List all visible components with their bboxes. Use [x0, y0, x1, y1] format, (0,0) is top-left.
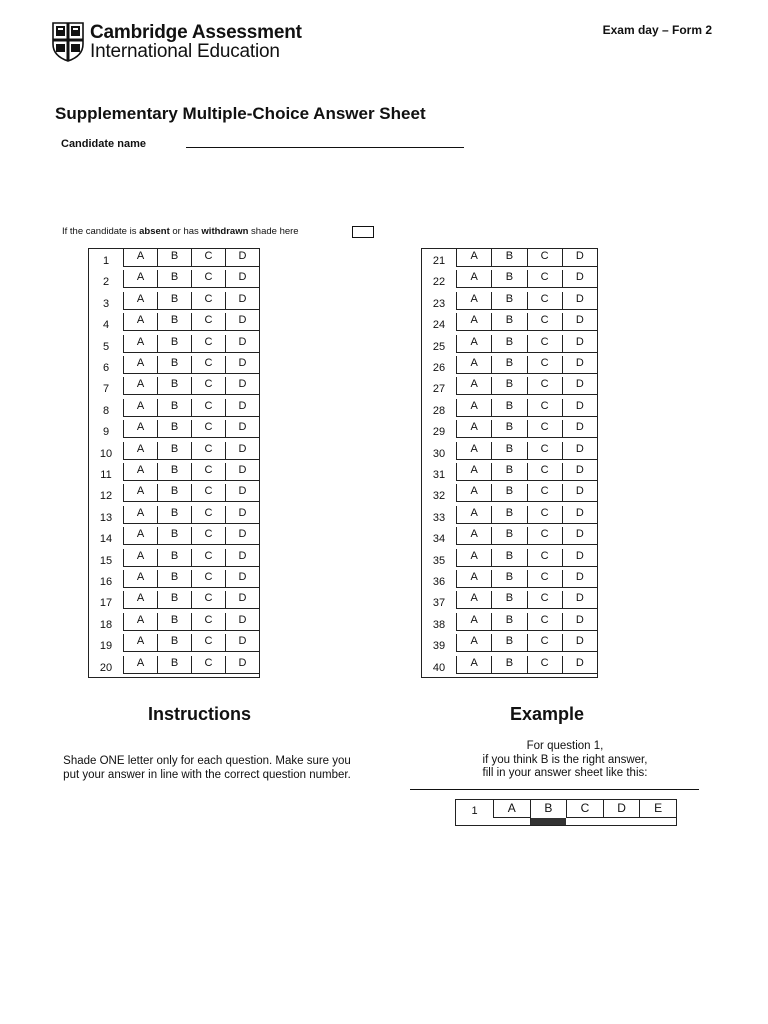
question-number: 16	[99, 576, 113, 588]
answer-option-b[interactable]: B	[157, 549, 191, 567]
answer-option-b[interactable]: B	[491, 634, 526, 652]
question-number: 26	[432, 362, 446, 374]
answer-option-c[interactable]: C	[527, 570, 562, 588]
example-text	[420, 740, 710, 781]
question-number: 20	[99, 661, 113, 674]
question-number: 22	[432, 276, 446, 289]
absent-word: absent	[139, 226, 170, 237]
answer-option-a[interactable]: A	[123, 335, 157, 353]
answer-option-c[interactable]: C	[191, 313, 225, 331]
answer-option-a[interactable]: A	[123, 420, 157, 438]
answer-option-d[interactable]: D	[562, 399, 597, 417]
answer-option-c[interactable]: C	[527, 249, 562, 267]
example-option-d: D	[603, 800, 640, 818]
question-row	[89, 570, 259, 591]
answer-option-d[interactable]: D	[562, 656, 597, 674]
answer-option-a[interactable]: A	[123, 249, 157, 267]
answer-option-a[interactable]: A	[456, 270, 491, 288]
answer-option-a[interactable]: A	[456, 634, 491, 652]
answer-option-c[interactable]: C	[191, 634, 225, 652]
question-number: 28	[432, 404, 446, 417]
answer-option-a[interactable]: A	[123, 656, 157, 674]
answer-option-c[interactable]: C	[191, 613, 225, 631]
question-row	[422, 549, 597, 570]
answer-option-a[interactable]: A	[123, 527, 157, 545]
question-number: 6	[102, 362, 110, 374]
answer-option-b[interactable]: B	[157, 356, 191, 374]
answer-option-c[interactable]: C	[191, 527, 225, 545]
answer-option-b[interactable]: B	[157, 335, 191, 353]
answer-option-a[interactable]: A	[456, 484, 491, 502]
answer-option-b[interactable]: B	[491, 420, 526, 438]
question-number: 37	[432, 597, 446, 610]
answer-option-a[interactable]: A	[456, 399, 491, 417]
answer-option-c[interactable]: C	[527, 442, 562, 460]
question-row	[89, 442, 259, 463]
question-number: 7	[102, 383, 110, 396]
example-answer-row	[455, 799, 677, 826]
example-text-line3: fill in your answer sheet like this:	[482, 767, 648, 779]
example-title: Example	[510, 704, 585, 724]
answer-option-a[interactable]: A	[123, 442, 157, 460]
answer-option-b[interactable]: B	[157, 399, 191, 417]
question-number: 40	[432, 661, 446, 674]
answer-option-b[interactable]: B	[157, 613, 191, 631]
question-number: 27	[432, 383, 446, 396]
question-row	[89, 313, 259, 334]
answer-option-d[interactable]: D	[225, 463, 259, 481]
question-row	[422, 506, 597, 527]
answer-option-a[interactable]: A	[123, 463, 157, 481]
answer-option-d[interactable]: D	[225, 656, 259, 674]
answer-option-b[interactable]: B	[157, 484, 191, 502]
answer-option-b[interactable]: B	[491, 463, 526, 481]
answer-option-a[interactable]: A	[123, 484, 157, 502]
cambridge-logo	[52, 22, 302, 64]
answer-option-c[interactable]: C	[191, 249, 225, 267]
answer-option-a[interactable]: A	[456, 356, 491, 374]
answer-grid-left	[88, 248, 260, 678]
answer-option-d[interactable]: D	[562, 356, 597, 374]
answer-option-d[interactable]: D	[562, 420, 597, 438]
absent-shade-box[interactable]	[352, 226, 374, 238]
answer-option-d[interactable]: D	[225, 270, 259, 288]
answer-option-c[interactable]: C	[527, 399, 562, 417]
question-number: 4	[102, 319, 110, 332]
answer-option-c[interactable]: C	[527, 506, 562, 524]
answer-option-d[interactable]: D	[562, 613, 597, 631]
answer-option-d[interactable]: D	[562, 506, 597, 524]
answer-option-c[interactable]: C	[527, 270, 562, 288]
answer-option-c[interactable]: C	[527, 356, 562, 374]
question-number: 24	[432, 319, 446, 332]
answer-option-c[interactable]: C	[527, 292, 562, 310]
question-row	[422, 335, 597, 356]
answer-option-a[interactable]: A	[456, 549, 491, 567]
question-number: 2	[102, 276, 110, 289]
question-row	[422, 249, 597, 270]
answer-option-b[interactable]: B	[157, 570, 191, 588]
question-row	[89, 506, 259, 527]
answer-option-d[interactable]: D	[562, 591, 597, 609]
question-number: 13	[99, 511, 113, 524]
answer-option-a[interactable]: A	[456, 442, 491, 460]
answer-option-b[interactable]: B	[157, 463, 191, 481]
question-number: 33	[432, 511, 446, 524]
answer-option-d[interactable]: D	[562, 570, 597, 588]
question-row	[89, 634, 259, 655]
answer-option-b[interactable]: B	[491, 249, 526, 267]
question-row	[89, 377, 259, 398]
question-number: 39	[432, 640, 446, 653]
answer-option-d[interactable]: D	[225, 591, 259, 609]
answer-option-b[interactable]: B	[157, 270, 191, 288]
question-number: 29	[432, 426, 446, 439]
question-row	[89, 613, 259, 634]
answer-option-d[interactable]: D	[562, 442, 597, 460]
answer-option-c[interactable]: C	[527, 527, 562, 545]
answer-option-c[interactable]: C	[191, 570, 225, 588]
question-number: 31	[432, 469, 446, 481]
question-number: 34	[432, 533, 446, 546]
question-row	[422, 442, 597, 463]
example-text-line2: if you think B is the right answer,	[482, 753, 648, 766]
answer-option-a[interactable]: A	[456, 377, 491, 395]
logo-text-line1: Cambridge Assessment	[90, 22, 302, 43]
answer-option-a[interactable]: A	[456, 463, 491, 481]
answer-option-b[interactable]: B	[491, 335, 526, 353]
answer-option-c[interactable]: C	[527, 613, 562, 631]
question-number: 3	[102, 297, 110, 310]
example-option-e: E	[639, 800, 676, 818]
answer-option-b[interactable]: B	[157, 292, 191, 310]
question-row	[422, 356, 597, 377]
question-row	[422, 463, 597, 484]
question-row	[89, 463, 259, 484]
answer-option-b[interactable]: B	[491, 313, 526, 331]
exam-day-label: Exam day – Form 2	[602, 23, 712, 37]
absent-prefix: If the candidate is	[62, 226, 140, 237]
answer-option-d[interactable]: D	[225, 249, 259, 267]
answer-option-a[interactable]: A	[123, 570, 157, 588]
question-number: 35	[432, 554, 446, 567]
answer-option-c[interactable]: C	[191, 484, 225, 502]
question-row	[89, 356, 259, 377]
answer-grid-right	[421, 248, 598, 678]
question-row	[89, 292, 259, 313]
question-row	[89, 527, 259, 548]
cambridge-shield-icon	[52, 22, 84, 62]
logo-text-line2: International Education	[90, 41, 280, 62]
answer-option-a[interactable]: A	[123, 270, 157, 288]
answer-option-a[interactable]: A	[123, 613, 157, 631]
answer-option-b[interactable]: B	[157, 656, 191, 674]
question-row	[89, 399, 259, 420]
question-number: 1	[102, 255, 110, 267]
answer-option-c[interactable]: C	[191, 399, 225, 417]
question-number: 17	[99, 597, 113, 610]
question-row	[422, 270, 597, 291]
answer-option-d[interactable]: D	[225, 442, 259, 460]
answer-option-a[interactable]: A	[123, 399, 157, 417]
answer-option-d[interactable]: D	[562, 335, 597, 353]
answer-option-a[interactable]: A	[456, 335, 491, 353]
question-row	[422, 420, 597, 441]
question-number: 21	[432, 255, 446, 267]
answer-option-d[interactable]: D	[225, 549, 259, 567]
question-row	[422, 591, 597, 612]
answer-option-b[interactable]: B	[491, 527, 526, 545]
answer-option-d[interactable]: D	[225, 634, 259, 652]
answer-option-a[interactable]: A	[456, 292, 491, 310]
answer-option-d[interactable]: D	[225, 313, 259, 331]
answer-option-a[interactable]: A	[456, 570, 491, 588]
answer-option-a[interactable]: A	[123, 292, 157, 310]
answer-option-c[interactable]: C	[191, 506, 225, 524]
answer-option-c[interactable]: C	[191, 463, 225, 481]
answer-option-c[interactable]: C	[191, 292, 225, 310]
question-number: 8	[102, 404, 110, 417]
answer-option-c[interactable]: C	[191, 591, 225, 609]
answer-option-c[interactable]: C	[191, 356, 225, 374]
answer-option-b[interactable]: B	[491, 549, 526, 567]
answer-option-b[interactable]: B	[157, 249, 191, 267]
answer-option-d[interactable]: D	[562, 634, 597, 652]
example-question-number: 1	[471, 805, 478, 817]
answer-option-b[interactable]: B	[157, 442, 191, 460]
question-number: 23	[432, 297, 446, 310]
example-option-b: B	[530, 800, 567, 825]
answer-option-c[interactable]: C	[527, 549, 562, 567]
question-number: 18	[99, 618, 113, 631]
question-number: 5	[102, 340, 110, 353]
candidate-name-field[interactable]	[186, 147, 464, 148]
withdrawn-word: withdrawn	[201, 226, 249, 237]
answer-option-d[interactable]: D	[562, 463, 597, 481]
answer-option-d[interactable]: D	[562, 484, 597, 502]
answer-option-c[interactable]: C	[191, 377, 225, 395]
answer-option-c[interactable]: C	[191, 549, 225, 567]
question-number: 36	[432, 576, 446, 588]
answer-option-b[interactable]: B	[491, 270, 526, 288]
answer-option-a[interactable]: A	[123, 377, 157, 395]
answer-option-d[interactable]: D	[562, 377, 597, 395]
answer-option-c[interactable]: C	[527, 484, 562, 502]
question-row	[422, 313, 597, 334]
question-row	[422, 484, 597, 505]
answer-option-d[interactable]: D	[225, 527, 259, 545]
answer-option-b[interactable]: B	[491, 292, 526, 310]
question-number: 38	[432, 618, 446, 631]
answer-option-b[interactable]: B	[491, 506, 526, 524]
question-row	[89, 249, 259, 270]
answer-option-c[interactable]: C	[191, 270, 225, 288]
answer-option-b[interactable]: B	[491, 484, 526, 502]
answer-option-a[interactable]: A	[123, 591, 157, 609]
question-row	[422, 292, 597, 313]
answer-option-b[interactable]: B	[491, 399, 526, 417]
answer-option-a[interactable]: A	[456, 313, 491, 331]
question-row	[89, 420, 259, 441]
instructions-title: Instructions	[148, 704, 252, 724]
answer-option-a[interactable]: A	[456, 656, 491, 674]
answer-option-b[interactable]: B	[491, 656, 526, 674]
answer-option-c[interactable]: C	[527, 463, 562, 481]
answer-option-c[interactable]: C	[527, 313, 562, 331]
answer-option-d[interactable]: D	[562, 249, 597, 267]
question-row	[89, 591, 259, 612]
answer-option-a[interactable]: A	[456, 506, 491, 524]
answer-option-c[interactable]: C	[527, 634, 562, 652]
answer-option-b[interactable]: B	[491, 442, 526, 460]
answer-option-d[interactable]: D	[225, 292, 259, 310]
question-number: 25	[432, 340, 446, 353]
answer-option-b[interactable]: B	[491, 377, 526, 395]
question-row	[89, 335, 259, 356]
answer-option-b[interactable]: B	[157, 634, 191, 652]
question-number: 14	[99, 533, 113, 546]
answer-option-d[interactable]: D	[225, 335, 259, 353]
answer-option-b[interactable]: B	[491, 613, 526, 631]
question-row	[422, 656, 597, 677]
example-divider	[410, 789, 699, 790]
question-number: 9	[102, 426, 110, 439]
answer-option-d[interactable]: D	[225, 420, 259, 438]
page-title: Supplementary Multiple-Choice Answer Sheet	[55, 104, 426, 123]
answer-option-a[interactable]: A	[456, 249, 491, 267]
question-number: 30	[432, 447, 446, 460]
question-number: 15	[99, 554, 113, 567]
answer-option-a[interactable]: A	[123, 313, 157, 331]
answer-option-b[interactable]: B	[157, 591, 191, 609]
absent-instruction	[62, 226, 299, 237]
answer-option-c[interactable]: C	[191, 335, 225, 353]
answer-option-d[interactable]: D	[225, 506, 259, 524]
answer-option-b[interactable]: B	[157, 506, 191, 524]
answer-option-c[interactable]: C	[527, 591, 562, 609]
answer-option-d[interactable]: D	[225, 377, 259, 395]
answer-option-d[interactable]: D	[562, 527, 597, 545]
answer-option-b[interactable]: B	[157, 313, 191, 331]
question-row	[422, 527, 597, 548]
answer-option-d[interactable]: D	[562, 292, 597, 310]
question-row	[422, 570, 597, 591]
answer-option-d[interactable]: D	[562, 270, 597, 288]
answer-option-a[interactable]: A	[123, 634, 157, 652]
answer-option-c[interactable]: C	[527, 377, 562, 395]
question-row	[89, 270, 259, 291]
answer-option-b[interactable]: B	[157, 377, 191, 395]
question-row	[422, 377, 597, 398]
answer-option-d[interactable]: D	[225, 356, 259, 374]
answer-option-b[interactable]: B	[157, 420, 191, 438]
instructions-text: Shade ONE letter only for each question. Make sure you put your answer in line with the correct question number.	[63, 755, 351, 781]
answer-option-d[interactable]: D	[225, 399, 259, 417]
answer-option-b[interactable]: B	[157, 527, 191, 545]
answer-option-a[interactable]: A	[456, 420, 491, 438]
example-option-a: A	[493, 800, 530, 818]
question-row	[89, 656, 259, 677]
answer-option-c[interactable]: C	[527, 420, 562, 438]
example-option-c: C	[566, 800, 603, 818]
answer-option-c[interactable]: C	[191, 442, 225, 460]
question-row	[422, 634, 597, 655]
answer-option-d[interactable]: D	[225, 570, 259, 588]
absent-suffix: shade here	[248, 226, 299, 237]
answer-option-d[interactable]: D	[225, 613, 259, 631]
answer-option-b[interactable]: B	[491, 570, 526, 588]
question-number: 19	[99, 640, 113, 653]
answer-option-b[interactable]: B	[491, 591, 526, 609]
question-row	[422, 613, 597, 634]
answer-option-d[interactable]: D	[225, 484, 259, 502]
absent-mid: or has	[169, 226, 202, 237]
candidate-name-label: Candidate name	[61, 138, 146, 150]
question-number: 10	[99, 447, 113, 460]
answer-option-a[interactable]: A	[456, 527, 491, 545]
answer-option-c[interactable]: C	[191, 420, 225, 438]
answer-option-d[interactable]: D	[562, 313, 597, 331]
answer-option-c[interactable]: C	[527, 335, 562, 353]
question-number: 12	[99, 490, 113, 503]
question-row	[89, 484, 259, 505]
answer-option-a[interactable]: A	[456, 613, 491, 631]
question-row	[422, 399, 597, 420]
answer-option-d[interactable]: D	[562, 549, 597, 567]
question-number: 11	[100, 469, 112, 481]
example-text-line1: For question 1,	[526, 740, 604, 752]
question-row	[89, 549, 259, 570]
question-number: 32	[432, 490, 446, 503]
answer-option-a[interactable]: A	[123, 356, 157, 374]
answer-option-b[interactable]: B	[491, 356, 526, 374]
answer-option-a[interactable]: A	[123, 549, 157, 567]
answer-option-c[interactable]: C	[527, 656, 562, 674]
answer-option-c[interactable]: C	[191, 656, 225, 674]
answer-option-a[interactable]: A	[123, 506, 157, 524]
answer-option-a[interactable]: A	[456, 591, 491, 609]
